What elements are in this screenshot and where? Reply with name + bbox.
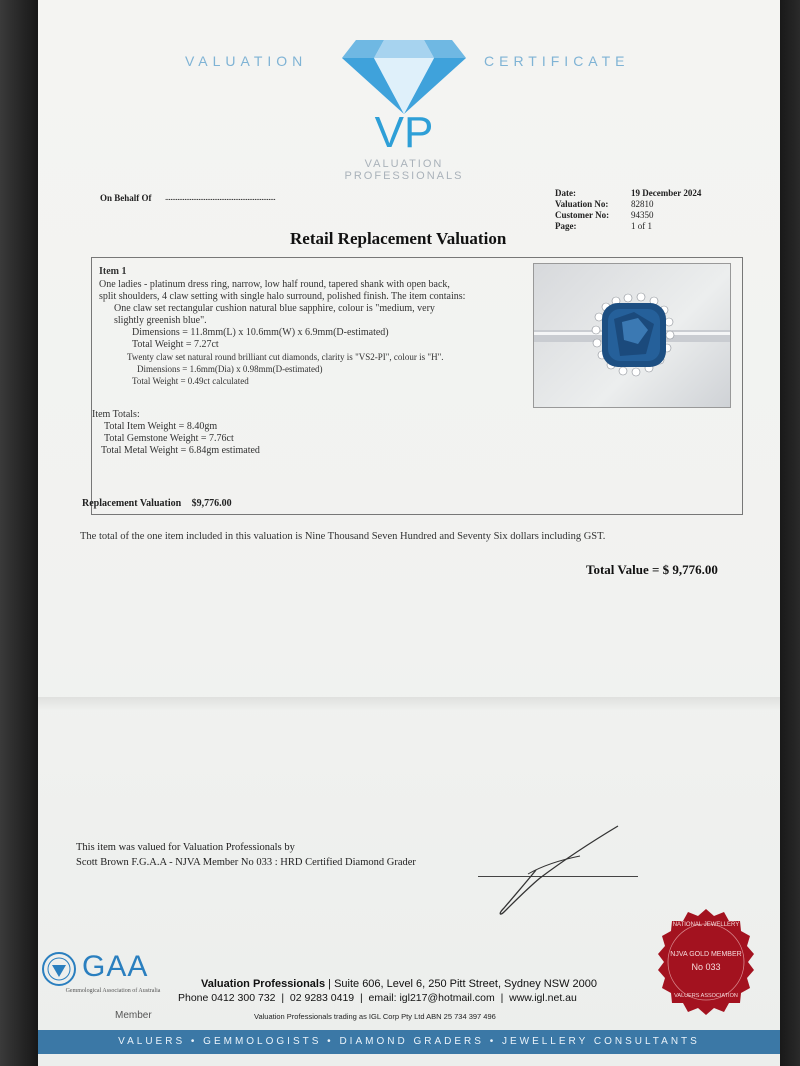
company-contacts: Phone 0412 300 732 | 02 9283 0419 | email: igl217@hotmail.com | www.igl.net.au — [178, 992, 577, 1004]
company-line-1 — [201, 978, 597, 990]
ring-photo — [533, 263, 731, 408]
header-right-word: CERTIFICATE — [484, 53, 630, 69]
gaa-member: Member — [115, 1010, 152, 1021]
description-line: Total Weight = 7.27ct — [132, 339, 219, 350]
gaa-emblem-icon — [38, 950, 80, 988]
gaa-letters: GAA — [82, 950, 149, 983]
total-line: Total Metal Weight = 6.84gm estimated — [101, 445, 260, 456]
behalf-label: On Behalf Of — [100, 193, 152, 203]
logo-letters: VP — [374, 108, 434, 157]
meta-label: Valuation No: — [555, 199, 609, 209]
meta-value: 94350 — [631, 210, 654, 220]
description-line: One claw set rectangular cushion natural blue sapphire, colour is "medium, very — [114, 303, 435, 314]
gaa-full-name: Gemmological Association of Australia — [65, 988, 161, 994]
meta-row — [555, 221, 745, 232]
behalf-dots: ............................................................... — [165, 192, 276, 202]
meta-label: Page: — [555, 221, 577, 231]
total-line: Total Item Weight = 8.40gm — [104, 421, 218, 432]
description-line: Total Weight = 0.49ct calculated — [132, 376, 249, 386]
total-line: Total Gemstone Weight = 7.76ct — [104, 433, 234, 444]
meta-block — [555, 188, 745, 232]
description-line: Dimensions = 11.8mm(L) x 10.6mm(W) x 6.9mm(D-estimated) — [132, 327, 389, 338]
description-line: Dimensions = 1.6mm(Dia) x 0.98mm(D-estimated) — [137, 364, 323, 374]
sapphire-ring-icon — [534, 264, 730, 407]
meta-row — [555, 210, 745, 221]
company-name: Valuation Professionals — [201, 978, 326, 990]
signoff-line-2: Scott Brown F.G.A.A - NJVA Member No 033 : HRD Certified Diamond Grader — [76, 857, 416, 868]
logo-subtitle-2: PROFESSIONALS — [344, 170, 464, 182]
paper-fold — [38, 697, 780, 711]
seal-number-text: No 033 — [691, 962, 721, 972]
company-abn: Valuation Professionals trading as IGL Corp Pty Ltd ABN 25 734 397 496 — [254, 1012, 496, 1021]
summary-text: The total of the one item included in this valuation is Nine Thousand Seven Hundred and Seventy Six dollars including GST. — [80, 531, 606, 542]
signoff-line-1: This item was valued for Valuation Professionals by — [76, 842, 295, 853]
description-line: slightly greenish blue". — [114, 315, 207, 326]
replacement-valuation — [82, 498, 232, 509]
logo-subtitle-1: VALUATION — [364, 158, 444, 170]
seal-top-text: NATIONAL JEWELLERY — [672, 922, 740, 928]
item-heading: Item 1 — [99, 266, 127, 277]
diamond-logo-icon — [340, 38, 468, 116]
item-description — [99, 279, 529, 387]
seal-member-text: NJVA GOLD MEMBER — [670, 951, 742, 958]
meta-row — [555, 188, 745, 199]
meta-value: 1 of 1 — [631, 221, 652, 231]
njva-seal — [651, 907, 761, 1017]
meta-label: Customer No: — [555, 210, 610, 220]
meta-label: Date: — [555, 188, 576, 198]
signature-icon — [468, 822, 628, 922]
total-value: Total Value = $ 9,776.00 — [586, 562, 718, 577]
replacement-value: $9,776.00 — [191, 498, 232, 509]
seal-bottom-text: VALUERS ASSOCIATION — [674, 993, 738, 999]
meta-value: 82810 — [631, 199, 654, 209]
certificate-page — [38, 0, 780, 1066]
replacement-label: Replacement Valuation — [82, 498, 182, 509]
background-left — [0, 0, 40, 1066]
description-line: Twenty claw set natural round brilliant cut diamonds, clarity is "VS2-PI", colour is "H". — [127, 352, 444, 362]
footer-band: VALUERS • GEMMOLOGISTS • DIAMOND GRADERS • JEWELLERY CONSULTANTS — [38, 1030, 780, 1054]
item-totals — [101, 421, 260, 457]
description-line: One ladies - platinum dress ring, narrow, low half round, tapered shank with open back, — [99, 279, 450, 290]
company-address: | Suite 606, Level 6, 250 Pitt Street, Sydney NSW 2000 — [325, 978, 597, 990]
meta-value: 19 December 2024 — [631, 188, 702, 198]
header-left-word: VALUATION — [185, 53, 308, 69]
item-totals-heading: Item Totals: — [92, 409, 140, 420]
meta-row — [555, 199, 745, 210]
description-line: split shoulders, 4 claw setting with single halo surround, polished finish. The item contains: — [99, 291, 466, 302]
document-title: Retail Replacement Valuation — [290, 229, 507, 248]
